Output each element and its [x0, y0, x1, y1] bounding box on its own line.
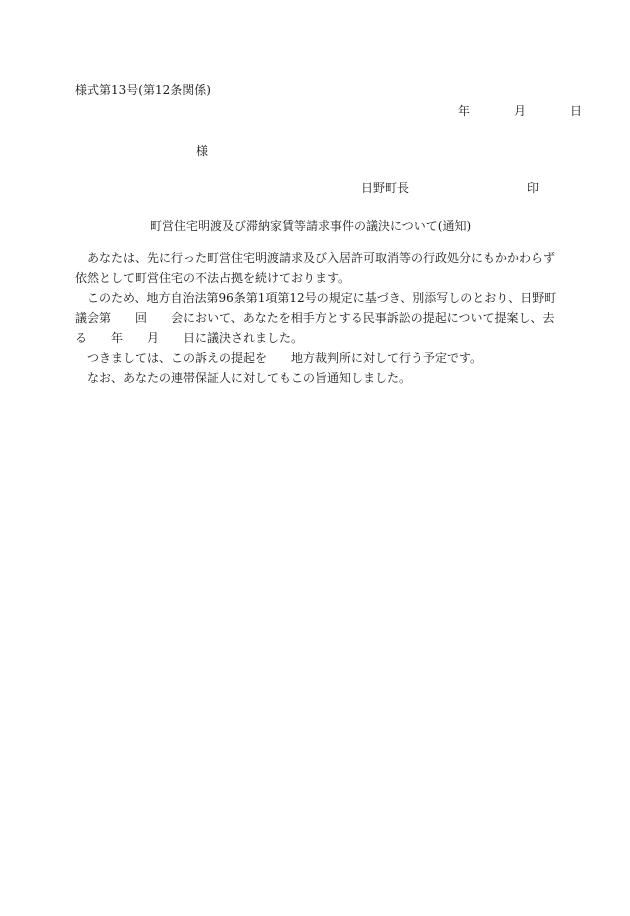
seal-mark: 印 — [527, 181, 540, 195]
document-title: 町営住宅明渡及び滞納家賃等請求事件の議決について(通知) — [150, 219, 472, 233]
body-line: 議会第 回 会において、あなたを相手方とする民事訴訟の提起について提案し、去 — [75, 311, 555, 325]
body-line: なお、あなたの連帯保証人に対してもこの旨通知しました。 — [87, 371, 412, 385]
body-line: つきましては、この訴えの提起を 地方裁判所に対して行う予定です。 — [87, 351, 483, 365]
form-number: 様式第13号(第12条関係) — [75, 83, 211, 97]
date-line — [458, 101, 582, 121]
date-year-label: 年 — [458, 104, 471, 118]
document-body — [75, 248, 555, 388]
body-line: あなたは、先に行った町営住宅明渡請求及び入居許可取消等の行政処分にもかかわらず — [87, 251, 556, 265]
date-month-label: 月 — [514, 104, 527, 118]
body-line: このため、地方自治法第96条第1項第12号の規定に基づき、別添写しのとおり、日野町 — [87, 291, 557, 305]
date-day-label: 日 — [570, 104, 583, 118]
sender-name: 日野町長 — [361, 181, 410, 195]
body-line: る 年 月 日に議決されました。 — [75, 331, 304, 345]
body-line: 依然として町営住宅の不法占拠を続けております。 — [75, 271, 351, 285]
addressee-honorific: 様 — [196, 144, 209, 158]
